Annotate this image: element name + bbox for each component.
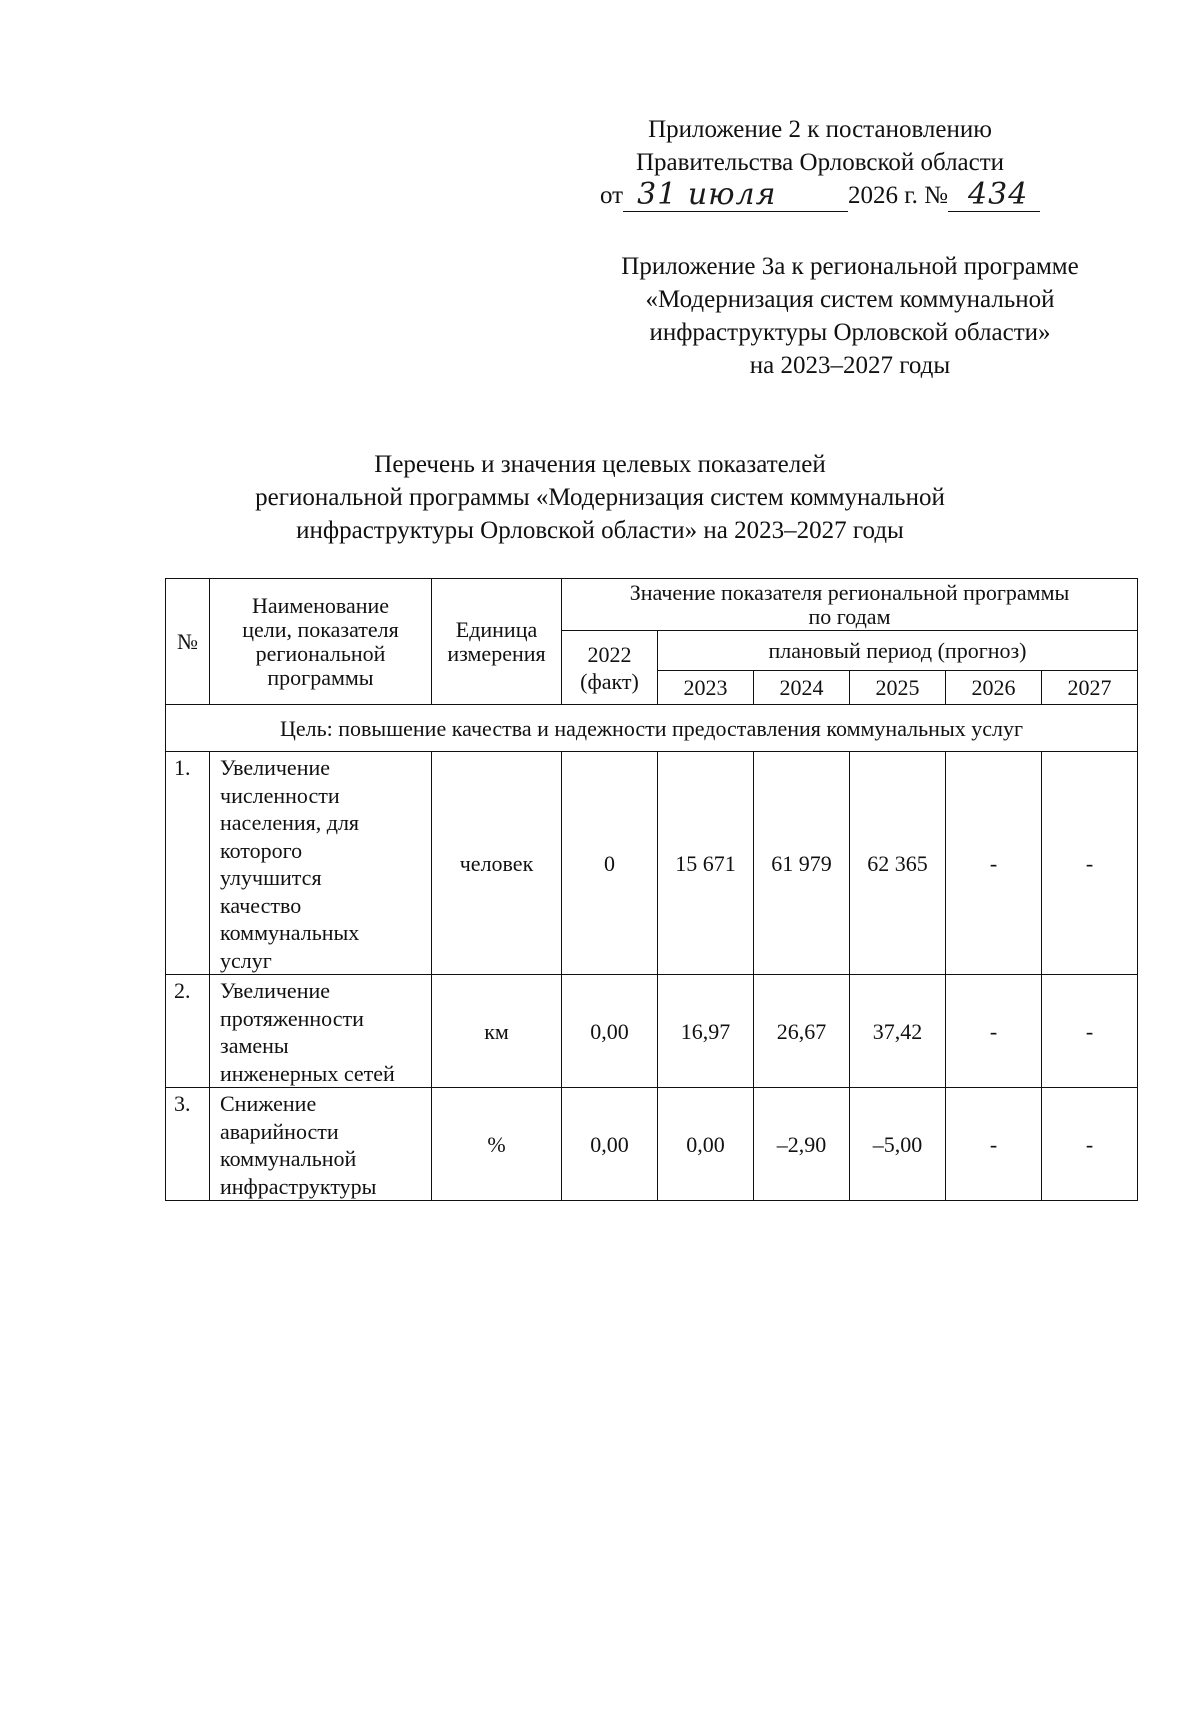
appendix-3a-line-1: Приложение 3а к региональной программе — [621, 253, 1079, 280]
header-name-line-2: цели, показателя — [242, 616, 399, 642]
row-number: 1. — [166, 752, 210, 975]
header-planned-period: плановый период (прогноз) — [658, 631, 1138, 671]
name-line: Снижение — [220, 1091, 317, 1116]
value-cell: 26,67 — [754, 975, 850, 1088]
indicator-name — [210, 975, 432, 1088]
goal-row: Цель: повышение качества и надежности предоставления коммунальных услуг — [166, 705, 1138, 752]
value-cell: - — [1042, 1088, 1138, 1201]
header-year: 2023 — [658, 671, 754, 705]
handwritten-date: 31 июля — [637, 177, 777, 212]
unit-cell: человек — [432, 752, 562, 975]
value-cell: - — [946, 1088, 1042, 1201]
from-label: от — [600, 182, 624, 209]
indicator-name — [210, 752, 432, 975]
value-cell: –2,90 — [754, 1088, 850, 1201]
name-line: инженерных сетей — [220, 1060, 395, 1086]
name-line: качество — [220, 892, 302, 918]
value-cell: - — [946, 752, 1042, 975]
name-line: улучшится — [220, 865, 322, 890]
header-unit-line-2: измерения — [447, 640, 546, 666]
title-line-3: инфраструктуры Орловской области» на 2023–2027 годы — [296, 517, 904, 544]
handwritten-number: 434 — [968, 177, 1029, 212]
row-number: 2. — [166, 975, 210, 1088]
value-cell: 37,42 — [850, 975, 946, 1088]
table-row — [166, 1088, 1138, 1201]
date-field — [623, 177, 848, 212]
indicator-name — [210, 1088, 432, 1201]
name-line: населения, для — [220, 810, 360, 835]
header-year: 2027 — [1042, 671, 1138, 705]
header-year: 2026 — [946, 671, 1042, 705]
value-cell: 0 — [562, 752, 658, 975]
unit-cell: км — [432, 975, 562, 1088]
value-cell: - — [1042, 752, 1138, 975]
unit-cell: % — [432, 1088, 562, 1201]
document-title — [150, 448, 1050, 547]
header-unit-line-1: Единица — [455, 616, 538, 642]
value-cell: 15 671 — [658, 752, 754, 975]
header-year: 2025 — [850, 671, 946, 705]
name-line: коммунальной — [220, 1146, 357, 1171]
name-line: коммунальных — [220, 920, 360, 945]
name-line: инфраструктуры — [220, 1173, 377, 1199]
name-line: замены — [220, 1033, 289, 1058]
year-number-label: 2026 г. № — [848, 182, 949, 209]
header-fact-label: (факт) — [580, 668, 639, 694]
value-cell: –5,00 — [850, 1088, 946, 1201]
value-cell: 61 979 — [754, 752, 850, 975]
appendix-3a-line-3: инфраструктуры Орловской области» — [649, 319, 1051, 346]
title-line-1: Перечень и значения целевых показателей — [374, 451, 826, 478]
header-values-line-2: по годам — [808, 603, 891, 629]
header-values-line-1: Значение показателя региональной программы — [629, 579, 1070, 605]
name-line: Увеличение — [220, 755, 331, 780]
appendix-2-line-2: Правительства Орловской области — [635, 149, 1005, 176]
appendix-2-line-1: Приложение 2 к постановлению — [648, 116, 992, 143]
header-name-line-3: региональной — [255, 640, 386, 666]
value-cell: 16,97 — [658, 975, 754, 1088]
header-name-line-4: программы — [267, 664, 374, 690]
header-values — [562, 579, 1138, 631]
name-line: численности — [220, 782, 340, 808]
header-no: № — [166, 579, 210, 705]
value-cell: - — [946, 975, 1042, 1088]
value-cell: - — [1042, 975, 1138, 1088]
header-fact — [562, 631, 658, 705]
table-row — [166, 752, 1138, 975]
value-cell: 62 365 — [850, 752, 946, 975]
appendix-2-date-number-line — [600, 179, 1040, 212]
name-line: аварийности — [220, 1118, 339, 1144]
header-name — [210, 579, 432, 705]
name-line: протяженности — [220, 1005, 364, 1031]
row-number: 3. — [166, 1088, 210, 1201]
indicators-table — [165, 578, 1138, 1201]
title-line-2: региональной программы «Модернизация систем коммунальной — [255, 484, 945, 511]
appendix-2-header — [600, 113, 1040, 212]
header-name-line-1: Наименование — [251, 592, 390, 618]
number-field — [948, 177, 1040, 212]
value-cell: 0,00 — [658, 1088, 754, 1201]
table-row — [166, 975, 1138, 1088]
appendix-3a-line-2: «Модернизация систем коммунальной — [645, 286, 1055, 313]
value-cell: 0,00 — [562, 1088, 658, 1201]
value-cell: 0,00 — [562, 975, 658, 1088]
appendix-3a-line-4: на 2023–2027 годы — [749, 352, 951, 379]
name-line: которого — [220, 837, 303, 863]
header-year: 2024 — [754, 671, 850, 705]
appendix-3a-header — [580, 250, 1120, 382]
header-fact-year: 2022 — [587, 641, 632, 667]
name-line: Увеличение — [220, 978, 331, 1003]
header-unit — [432, 579, 562, 705]
name-line: услуг — [220, 947, 272, 973]
